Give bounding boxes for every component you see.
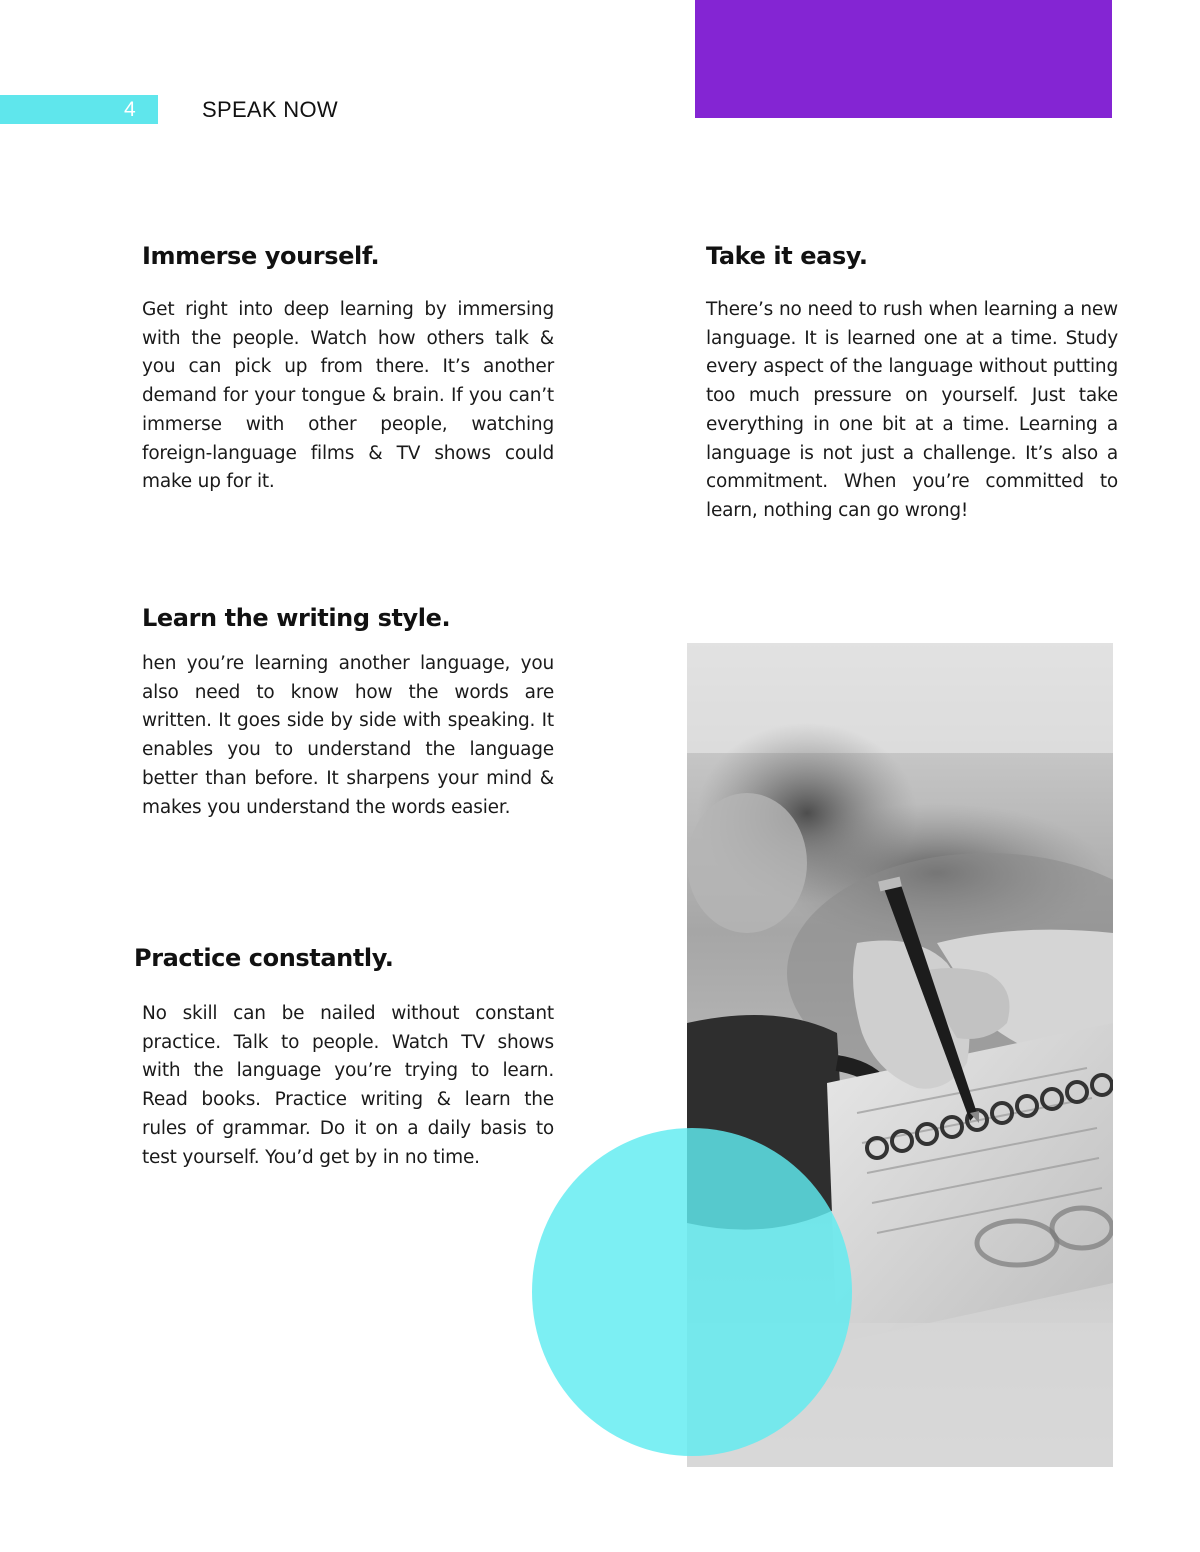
section-heading: Immerse yourself. [142, 242, 380, 270]
section-body: No skill can be nailed without constant practice. Talk to people. Watch TV shows with the language you’re trying to learn. Read books. Practice writing & learn the rules of grammar. Do it on a daily basis to test yourself. You’d get by in no time. [142, 1003, 554, 1168]
section-body: Get right into deep learning by immersing with the people. Watch how others talk & you can pick up from there. It’s another demand for your tongue & brain. If you can’t immerse with other people, watching foreign-language films & TV shows could make up for it. [142, 299, 554, 493]
cyan-circle-decoration [532, 1128, 852, 1456]
purple-accent-block [695, 0, 1112, 118]
section-take-it-easy [706, 240, 1118, 526]
section-body: There’s no need to rush when learning a new language. It is learned one at a time. Study every aspect of the language without putting too much pressure on yourself. Just take everything in one bit at a time. Learning a language is not just a challenge. It’s also a commitment. When you’re committed to learn, nothing can go wrong! [706, 299, 1118, 521]
header-title: SPEAK NOW [202, 97, 338, 122]
section-body: hen you’re learning another language, you also need to know how the words are written. It goes side by side with speaking. It enables you to understand the language better than before. It sharpens your mind & makes you understand the words easier. [142, 653, 554, 818]
section-heading: Learn the writing style. [142, 604, 451, 632]
section-heading: Practice constantly. [134, 944, 394, 972]
section-immerse-yourself [142, 240, 554, 497]
section-practice-constantly [134, 942, 554, 1172]
section-heading: Take it easy. [706, 242, 868, 270]
page-number: 4 [124, 98, 136, 121]
section-learn-writing-style [142, 602, 554, 822]
